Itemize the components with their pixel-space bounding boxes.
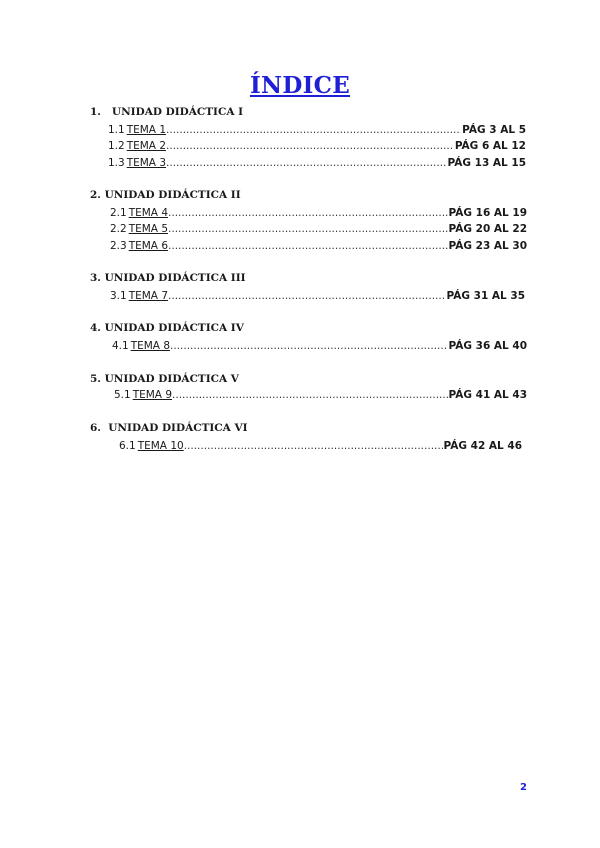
dot-leader <box>168 290 446 302</box>
entry-pages: PÁG 20 AL 22 <box>448 223 527 235</box>
toc-entry-tema-10[interactable] <box>119 440 522 452</box>
entry-pages: PÁG 6 AL 12 <box>454 140 526 152</box>
toc-entry-tema-3[interactable] <box>108 157 526 169</box>
dot-leader <box>168 240 448 252</box>
entry-pages: PÁG 23 AL 30 <box>448 240 527 252</box>
toc-entry-tema-4[interactable] <box>110 207 527 219</box>
entry-number: 1.1 <box>108 124 125 136</box>
toc-entry-tema-5[interactable] <box>110 223 527 235</box>
toc-entry-tema-7[interactable] <box>110 290 525 302</box>
entry-topic-link[interactable]: TEMA 5 <box>128 223 169 235</box>
toc-entry-tema-1[interactable] <box>108 124 526 136</box>
entry-number: 3.1 <box>110 290 127 302</box>
toc-entry-tema-9[interactable] <box>114 389 527 401</box>
entry-number: 2.3 <box>110 240 127 252</box>
toc-entry-tema-8[interactable] <box>112 340 527 352</box>
entry-topic-link[interactable]: TEMA 8 <box>130 340 171 352</box>
dot-leader <box>166 157 447 169</box>
unit-heading-5: 5. UNIDAD DIDÁCTICA V <box>90 373 239 385</box>
entry-pages: PÁG 42 AL 46 <box>443 440 522 452</box>
page-title: ÍNDICE <box>249 72 351 99</box>
entry-number: 2.1 <box>110 207 127 219</box>
entry-pages: PÁG 13 AL 15 <box>447 157 526 169</box>
entry-topic-link[interactable]: TEMA 9 <box>132 389 173 401</box>
entry-pages: PÁG 36 AL 40 <box>448 340 527 352</box>
entry-pages: PÁG 31 AL 35 <box>446 290 525 302</box>
dot-leader <box>166 124 461 136</box>
dot-leader <box>166 140 454 152</box>
dot-leader <box>172 389 448 401</box>
toc-entry-tema-2[interactable] <box>108 140 526 152</box>
unit-heading-6: 6. UNIDAD DIDÁCTICA VI <box>90 422 248 434</box>
entry-topic-link[interactable]: TEMA 6 <box>128 240 169 252</box>
dot-leader <box>168 207 448 219</box>
entry-pages: PÁG 41 AL 43 <box>448 389 527 401</box>
entry-topic-link[interactable]: TEMA 1 <box>126 124 167 136</box>
entry-pages: PÁG 16 AL 19 <box>448 207 527 219</box>
unit-heading-3: 3. UNIDAD DIDÁCTICA III <box>90 272 246 284</box>
dot-leader <box>170 340 448 352</box>
entry-topic-link[interactable]: TEMA 2 <box>126 140 167 152</box>
entry-topic-link[interactable]: TEMA 3 <box>126 157 167 169</box>
entry-topic-link[interactable]: TEMA 7 <box>128 290 169 302</box>
entry-pages: PÁG 3 AL 5 <box>462 124 526 136</box>
entry-number: 2.2 <box>110 223 127 235</box>
unit-heading-1: 1. UNIDAD DIDÁCTICA I <box>90 106 244 118</box>
toc-entry-tema-6[interactable] <box>110 240 527 252</box>
entry-number: 6.1 <box>119 440 136 452</box>
unit-heading-4: 4. UNIDAD DIDÁCTICA IV <box>90 322 244 334</box>
page-number: 2 <box>520 782 527 793</box>
entry-topic-link[interactable]: TEMA 4 <box>128 207 169 219</box>
entry-topic-link[interactable]: TEMA 10 <box>137 440 184 452</box>
entry-number: 1.3 <box>108 157 125 169</box>
dot-leader <box>168 223 448 235</box>
dot-leader <box>184 440 443 452</box>
unit-heading-2: 2. UNIDAD DIDÁCTICA II <box>90 189 241 201</box>
entry-number: 4.1 <box>112 340 129 352</box>
entry-number: 1.2 <box>108 140 125 152</box>
entry-number: 5.1 <box>114 389 131 401</box>
